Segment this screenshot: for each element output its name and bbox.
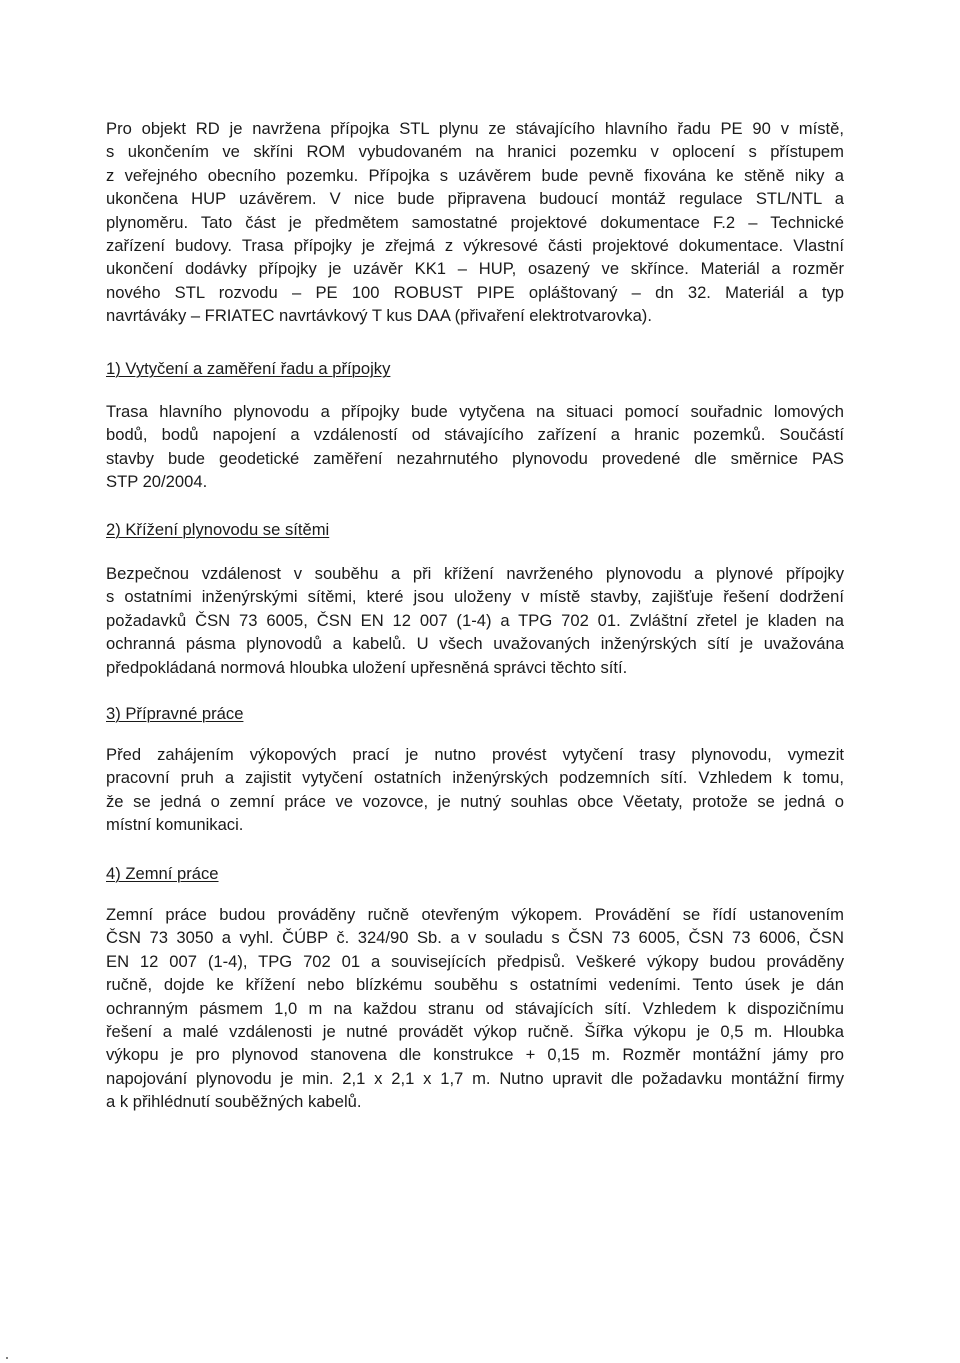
- text-line: ukončení dodávky přípojky je uzávěr KK1 – HUP, osazený ve skřínce. Materiál a rozměr: [106, 259, 844, 279]
- text-line: EN 12 007 (1-4), TPG 702 01 a souvisejících předpisů. Veškeré výkopy budou prováděny: [106, 951, 844, 971]
- text-line: navrtáváky – FRIATEC navrtávkový T kus DAA (přivaření elektrotvarovka).: [106, 306, 652, 326]
- text-line: s ukončením ve skříni ROM vybudovaném na hranici pozemku v oplocení s přístupem: [106, 142, 844, 162]
- text-line: výkopu je pro plynovod stanovena dle konstrukce + 0,15 m. Rozměr montážní jámy pro: [106, 1045, 844, 1065]
- text-line: ukončena HUP uzávěrem. V nice bude připravena budoucí montáž regulace STL/NTL a: [106, 189, 844, 209]
- text-line: zařízení budovy. Trasa přípojky je zřejmá z výkresové části projektové dokumentace. Vlastní: [106, 236, 844, 256]
- text-line: Pro objekt RD je navržena přípojka STL plynu ze stávajícího hlavního řadu PE 90 v místě,: [106, 119, 844, 138]
- text-line: stavby bude geodetické zaměření nezahrnutého plynovodu provedené dle směrnice PAS: [106, 448, 844, 468]
- section-heading: 2) Křížení plynovodu se sítěmi: [106, 520, 330, 539]
- intro-text: [106, 117, 844, 328]
- section-heading: 3) Přípravné práce: [106, 704, 244, 723]
- section-3: [106, 703, 844, 725]
- text-line: a k přihlédnutí souběžných kabelů.: [106, 1092, 362, 1112]
- section-3-body: [106, 743, 844, 837]
- text-line: plynoměru. Tato část je předmětem samostatné projektové dokumentace F.2 – Technické: [106, 212, 844, 232]
- section-1: [106, 358, 844, 380]
- section-2-body: [106, 562, 844, 679]
- section-text: [106, 400, 844, 494]
- text-line: bodů, bodů napojení a vzdáleností od stávajícího zařízení a hranic pozemků. Součástí: [106, 425, 844, 445]
- text-line: ČSN 73 3050 a vyhl. ČÚBP č. 324/90 Sb. a v souladu s ČSN 73 6005, ČSN 73 6006, ČSN: [106, 928, 844, 948]
- text-line: Zemní práce budou prováděny ručně otevřeným výkopem. Provádění se řídí ustanovením: [106, 905, 844, 924]
- text-line: Bezpečnou vzdálenost v souběhu a při křížení navrženého plynovodu a plynové přípojky: [106, 564, 844, 583]
- section-text: [106, 562, 844, 679]
- text-line: ochranným pásmem 1,0 m na každou stranu od stávajících sítí. Vzhledem k dispozičnímu: [106, 998, 844, 1018]
- text-line: Trasa hlavního plynovodu a přípojky bude vytyčena na situaci pomocí souřadnic lomových: [106, 402, 844, 421]
- section-heading: 4) Zemní práce: [106, 864, 219, 883]
- intro-paragraph: [106, 117, 844, 328]
- text-line: že se jedná o zemní práce ve vozovce, je nutný souhlas obce Věetaty, protože se jedná o: [106, 791, 844, 811]
- section-text: [106, 743, 844, 837]
- text-line: s ostatními inženýrskými sítěmi, které jsou uloženy v místě stavby, zajišťuje řešení dodržení: [106, 587, 844, 607]
- section-heading: 1) Vytyčení a zaměření řadu a přípojky: [106, 359, 391, 378]
- text-line: nového STL rozvodu – PE 100 ROBUST PIPE opláštovaný – dn 32. Materiál a typ: [106, 282, 844, 302]
- section-text: [106, 903, 844, 1114]
- text-line: napojování plynovodu je min. 2,1 x 2,1 x 1,7 m. Nutno upravit dle požadavku montážní firmy: [106, 1068, 844, 1088]
- section-4: [106, 863, 844, 885]
- section-1-body: [106, 400, 844, 494]
- text-line: předpokládaná normová hloubka uložení upřesněná správci těchto sítí.: [106, 657, 628, 677]
- scan-speck: [6, 1357, 8, 1359]
- section-4-body: [106, 903, 844, 1114]
- text-line: pracovní pruh a zajistit vytyčení ostatních inženýrských podzemních sítí. Vzhledem k tomu,: [106, 768, 844, 788]
- text-line: požadavků ČSN 73 6005, ČSN EN 12 007 (1-4) a TPG 702 01. Zvláštní zřetel je kladen na: [106, 610, 844, 630]
- text-line: Před zahájením výkopových prací je nutno provést vytyčení trasy plynovodu, vymezit: [106, 745, 844, 764]
- text-line: ručně, dojde ke křížení nebo blízkému souběhu s ostatními vedeními. Tento úsek je dán: [106, 975, 844, 995]
- text-line: řešení a malé vzdálenosti je nutné provádět výkop ručně. Šířka výkopu je 0,5 m. Hloubka: [106, 1022, 844, 1042]
- text-line: ochranná pásma plynovodů a kabelů. U všech uvažovaných inženýrských sítí je uvažována: [106, 634, 844, 654]
- section-2: [106, 519, 844, 541]
- text-line: STP 20/2004.: [106, 472, 208, 492]
- text-line: z veřejného obecního pozemku. Přípojka s uzávěrem bude pevně fixována ke stěně niky a: [106, 165, 844, 185]
- text-line: místní komunikaci.: [106, 815, 244, 835]
